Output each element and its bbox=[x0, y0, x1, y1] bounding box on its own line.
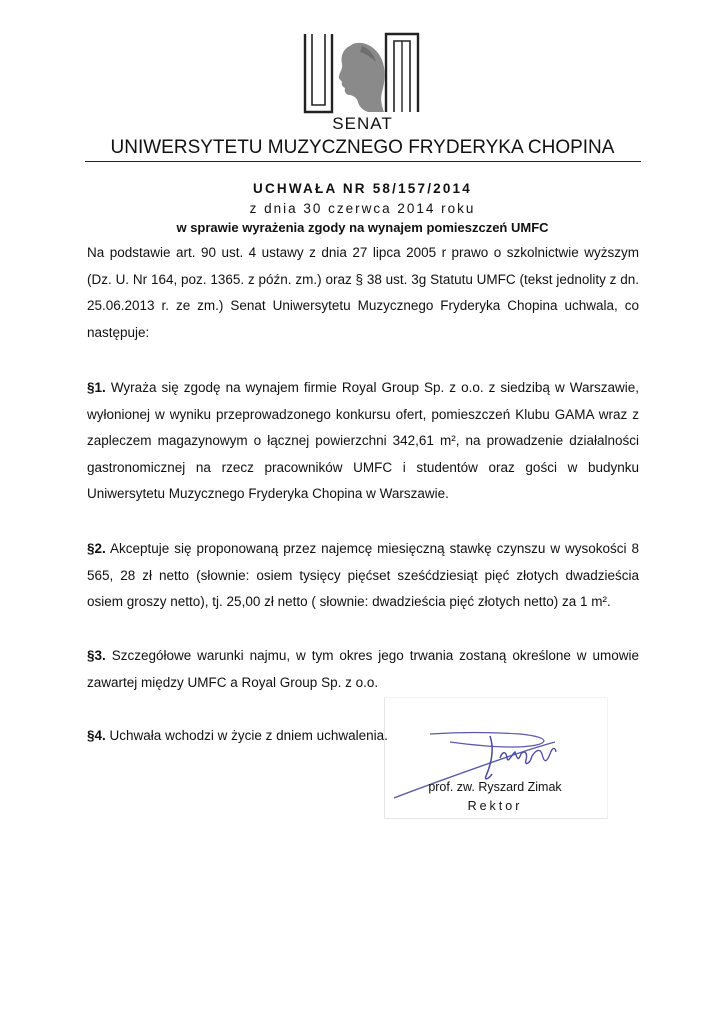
section-1 bbox=[87, 375, 639, 508]
section-3-number: §3. bbox=[87, 648, 106, 663]
section-1-number: §1. bbox=[87, 380, 106, 395]
resolution-date: z dnia 30 czerwca 2014 roku bbox=[249, 201, 476, 216]
senate-heading: SENAT bbox=[332, 114, 393, 133]
section-2-text: Akceptuje się proponowaną przez najemcę miesięczną stawkę czynszu w wysokości 8 565, 28 zł netto (słownie: osiem tysięcy pięćset sześćdziesiąt pięć złotych dwadzieścia osiem groszy netto), tj. 25,00 zł netto ( słownie: dwadzieścia pięć złotych netto) za 1 m². bbox=[87, 541, 639, 609]
section-4-text: Uchwała wchodzi w życie z dniem uchwalenia. bbox=[109, 728, 388, 743]
university-logo bbox=[302, 32, 420, 118]
chopin-profile bbox=[339, 43, 385, 112]
section-2-number: §2. bbox=[87, 541, 106, 556]
signer-name: prof. zw. Ryszard Zimak bbox=[428, 780, 562, 794]
preamble: Na podstawie art. 90 ust. 4 ustawy z dnia 27 lipca 2005 r prawo o szkolnictwie wyższym (Dz. U. Nr 164, poz. 1365. z późn. zm.) oraz § 38 ust. 3g Statutu UMFC (tekst jednolity z dn. 25.06.2013 r. ze zm.) Senat Uniwersytetu Muzycznego Fryderyka Chopina uchwala, co następuje: bbox=[87, 245, 639, 340]
section-4-number: §4. bbox=[87, 728, 106, 743]
section-2 bbox=[87, 536, 639, 616]
resolution-subject: w sprawie wyrażenia zgody na wynajem pomieszczeń UMFC bbox=[176, 220, 549, 235]
section-3 bbox=[87, 643, 639, 696]
section-3-text: Szczegółowe warunki najmu, w tym okres jego trwania zostaną określone w umowie zawartej między UMFC a Royal Group Sp. z o.o. bbox=[87, 648, 639, 690]
resolution-title: UCHWAŁA NR 58/157/2014 bbox=[253, 181, 472, 196]
header-divider bbox=[85, 161, 641, 162]
signer-role: Rektor bbox=[467, 799, 523, 813]
section-1-text: Wyraża się zgodę na wynajem firmie Royal Group Sp. z o.o. z siedzibą w Warszawie, wyłonionej w wyniku przeprowadzonego konkursu ofert, pomieszczeń Klubu GAMA wraz z zapleczem magazynowym o łącznej powierzchni 342,61 m², na prowadzenie działalności gastronomicznej na rzecz pracowników UMFC i studentów oraz gości w budynku Uniwersytetu Muzycznego Fryderyka Chopina w Warszawie. bbox=[87, 380, 639, 501]
university-name: UNIWERSYTETU MUZYCZNEGO FRYDERYKA CHOPINA bbox=[110, 137, 615, 158]
